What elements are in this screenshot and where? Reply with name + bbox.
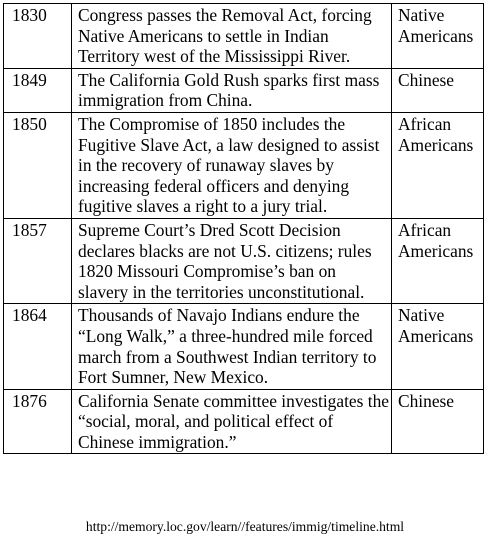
year-cell: 1830 [4,4,72,69]
year-cell: 1876 [4,389,72,454]
event-cell: The Compromise of 1850 includes the Fugitive Slave Act, a law designed to assist in the recovery of runaway slaves by increasing federal officers and denying fugitive slaves a right to a jury trial. [72,112,392,218]
year-cell: 1849 [4,68,72,112]
table-row [4,389,484,454]
timeline-table [3,3,484,454]
event-cell: Congress passes the Removal Act, forcing Native Americans to settle in Indian Territory west of the Mississippi River. [72,4,392,69]
event-cell: California Senate committee investigates the “social, moral, and political effect of Chinese immigration.” [72,389,392,454]
event-cell: Thousands of Navajo Indians endure the “Long Walk,” a three-hundred mile forced march from a Southwest Indian territory to Fort Sumner, New Mexico. [72,304,392,389]
source-url: http://memory.loc.gov/learn//features/immig/timeline.html [85,519,405,534]
year-cell: 1864 [4,304,72,389]
year-cell: 1857 [4,218,72,303]
group-cell: Native Americans [392,304,484,389]
timeline-table-container [3,3,483,454]
table-row [4,304,484,389]
table-row [4,68,484,112]
group-cell: African Americans [392,112,484,218]
group-cell: Chinese [392,389,484,454]
year-cell: 1850 [4,112,72,218]
group-cell: African Americans [392,218,484,303]
event-cell: Supreme Court’s Dred Scott Decision declares blacks are not U.S. citizens; rules 1820 Missouri Compromise’s ban on slavery in the territories unconstitutional. [72,218,392,303]
table-row [4,218,484,303]
group-cell: Native Americans [392,4,484,69]
table-row [4,112,484,218]
group-cell: Chinese [392,68,484,112]
event-cell: The California Gold Rush sparks first mass immigration from China. [72,68,392,112]
table-row [4,4,484,69]
